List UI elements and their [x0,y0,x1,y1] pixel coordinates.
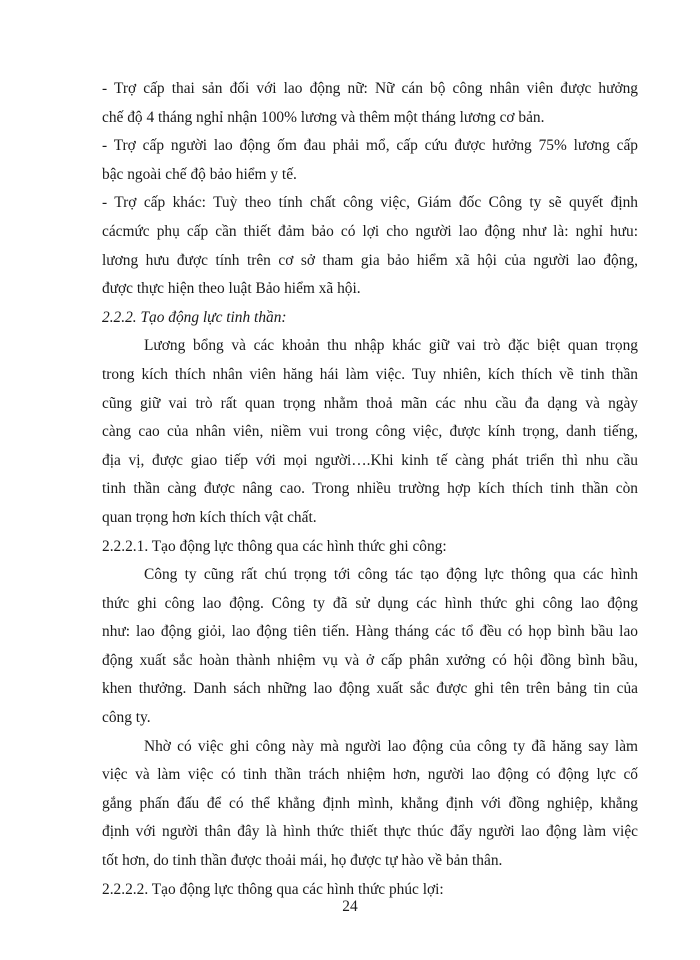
text-line: chế độ 4 tháng nghỉ nhận 100% lương và thêm một tháng lương cơ bản. [102,108,545,126]
text-line: tinh thần càng được nâng cao. Trong nhiều trường hợp kích thích tinh thần còn [102,480,638,498]
text-line: trong kích thích nhân viên hăng hái làm việc. Tuy nhiên, kích thích về tinh thần [102,365,638,383]
subsection-heading: 2.2.2.2. Tạo động lực thông qua các hình thức phúc lợi: [102,880,444,898]
page-number: 24 [342,898,358,915]
text-line: khen thưởng. Danh sách những lao động xuất sắc được ghi tên trên bảng tin của [102,680,638,698]
text-line: quan trọng hơn kích thích vật chất. [102,508,317,526]
text-line: Công ty cũng rất chú trọng tới công tác tạo động lực thông qua các hình [144,566,638,584]
text-line: càng cao của nhân viên, niềm vui trong công việc, được kính trọng, danh tiếng, [102,423,638,441]
text-line: - Trợ cấp người lao động ốm đau phải mổ, cấp cứu được hưởng 75% lương cấp [102,137,638,155]
text-line: công ty. [102,709,151,727]
section-heading: 2.2.2. Tạo động lực tinh thần: [102,308,287,326]
text-line: được thực hiện theo luật Bảo hiểm xã hội. [102,280,361,298]
text-line: cũng giữ vai trò rất quan trọng nhằm thoả mãn các nhu cầu đa dạng và ngày [102,394,638,412]
text-line: động xuất sắc hoàn thành nhiệm vụ và ở cấp phân xưởng có hội đồng bình bầu, [102,651,638,669]
text-line: bậc ngoài chế độ bảo hiểm y tế. [102,165,297,183]
page-body [102,75,638,904]
text-line: lương hưu được tính trên cơ sở tham gia bảo hiểm xã hội của người lao động, [102,251,638,269]
text-line: định với người thân đây là hình thức thiết thực thúc đẩy người lao động làm việc [102,823,638,841]
text-line: Nhờ có việc ghi công này mà người lao động của công ty đã hăng say làm [144,737,638,755]
text-line: - Trợ cấp khác: Tuỳ theo tính chất công việc, Giám đốc Công ty sẽ quyết định [102,194,638,212]
text-line: gắng phấn đấu để có thể khẳng định mình, khẳng định với đồng nghiệp, khẳng [102,794,638,812]
text-line: Lương bổng và các khoản thu nhập khác giữ vai trò đặc biệt quan trọng [144,337,638,355]
text-line: việc và làm việc có tinh thần trách nhiệm hơn, người lao động có động lực cố [102,766,638,784]
text-line: thức ghi công lao động. Công ty đã sử dụng các hình thức ghi công lao động [102,594,638,612]
text-line: như: lao động giỏi, lao động tiên tiến. Hàng tháng các tổ đều có họp bình bầu lao [102,623,638,641]
text-line: - Trợ cấp thai sản đối với lao động nữ: Nữ cán bộ công nhân viên được hưởng [102,80,638,97]
text-line: địa vị, được giao tiếp với mọi người….Khi kinh tế càng phát triển thì nhu cầu [102,451,638,469]
text-line: tốt hơn, do tinh thần được thoải mái, họ được tự hào về bản thân. [102,852,503,870]
text-line: cácmức phụ cấp cần thiết đảm bảo có lợi cho người lao động như là: nghỉ hưu: [102,222,638,240]
subsection-heading: 2.2.2.1. Tạo động lực thông qua các hình thức ghi công: [102,537,447,555]
